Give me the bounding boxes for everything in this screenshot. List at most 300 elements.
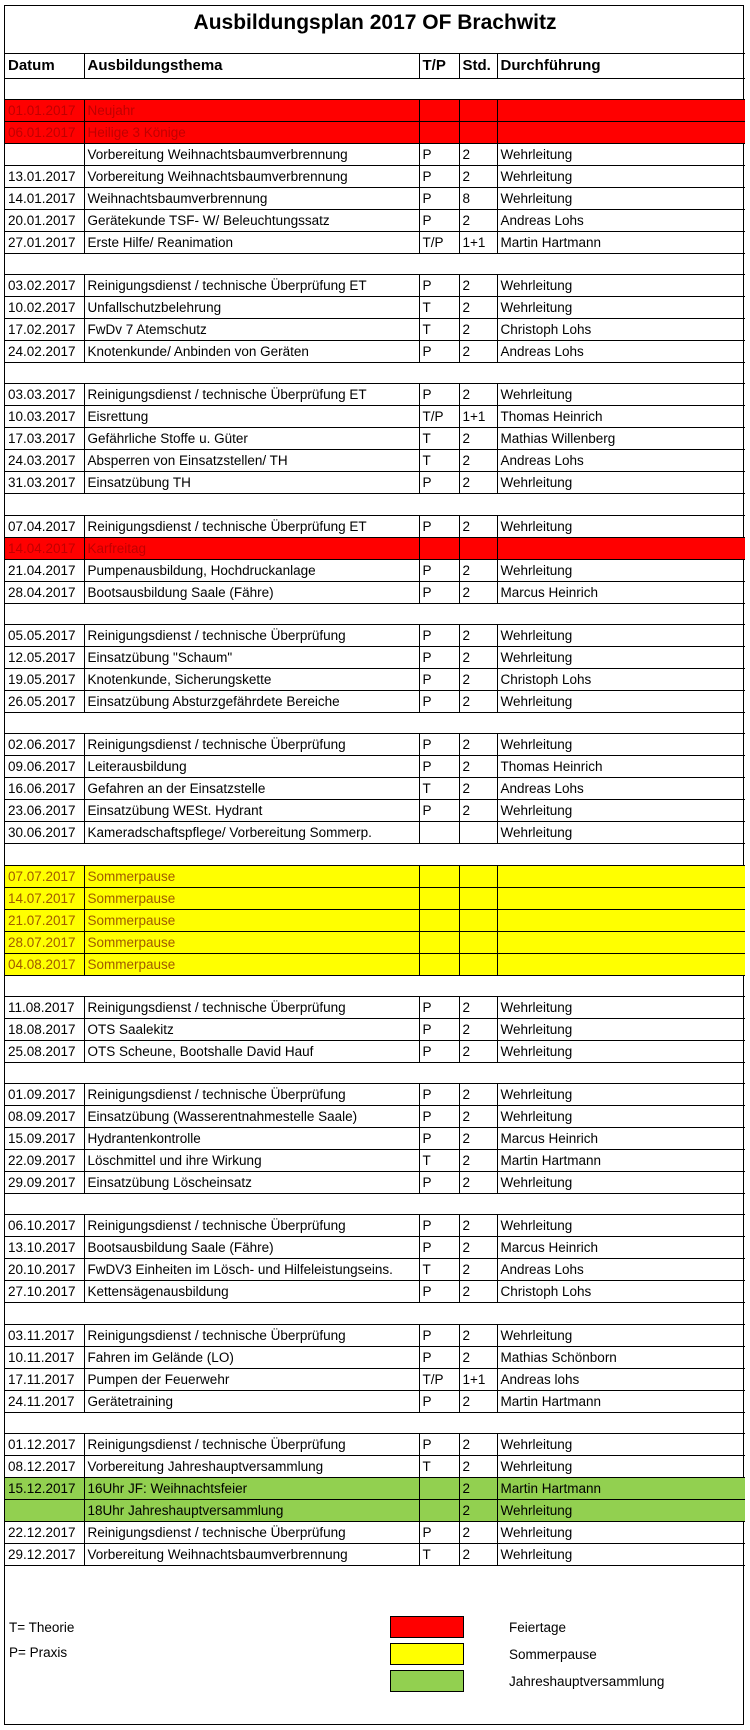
column-header-topic: Ausbildungsthema bbox=[84, 54, 419, 78]
cell-hours: 2 bbox=[459, 319, 497, 341]
spacer-row bbox=[5, 494, 745, 515]
cell-hours: 2 bbox=[459, 1281, 497, 1303]
schedule-table bbox=[5, 54, 745, 1566]
spacer-cell bbox=[497, 1194, 745, 1215]
cell-date: 01.09.2017 bbox=[5, 1084, 84, 1106]
spacer-cell bbox=[419, 363, 459, 384]
cell-hours: 2 bbox=[459, 800, 497, 822]
cell-instructor: Thomas Heinrich bbox=[497, 406, 745, 428]
cell-type: P bbox=[419, 472, 459, 494]
cell-hours: 2 bbox=[459, 690, 497, 712]
cell-type: P bbox=[419, 187, 459, 209]
cell-type: P bbox=[419, 668, 459, 690]
cell-instructor bbox=[497, 887, 745, 909]
cell-date: 03.02.2017 bbox=[5, 275, 84, 297]
cell-hours: 2 bbox=[459, 1259, 497, 1281]
table-row bbox=[5, 887, 745, 909]
cell-topic: Vorbereitung Weihnachtsbaumverbrennung bbox=[84, 143, 419, 165]
cell-hours bbox=[459, 931, 497, 953]
spacer-cell bbox=[497, 253, 745, 274]
cell-instructor: Wehrleitung bbox=[497, 1324, 745, 1346]
spacer-cell bbox=[459, 1303, 497, 1324]
cell-topic: Kameradschaftspflege/ Vorbereitung Sommerp. bbox=[84, 822, 419, 844]
cell-topic: Reinigungsdienst / technische Überprüfung bbox=[84, 1434, 419, 1456]
cell-hours bbox=[459, 121, 497, 143]
cell-date: 05.05.2017 bbox=[5, 624, 84, 646]
cell-type: P bbox=[419, 624, 459, 646]
cell-instructor: Martin Hartmann bbox=[497, 1390, 745, 1412]
legend-swatch-jahreshauptversammlung bbox=[390, 1670, 464, 1692]
cell-instructor bbox=[497, 121, 745, 143]
cell-date: 10.11.2017 bbox=[5, 1346, 84, 1368]
cell-topic: Reinigungsdienst / technische Überprüfung ET bbox=[84, 515, 419, 537]
cell-date: 06.01.2017 bbox=[5, 121, 84, 143]
cell-topic: Reinigungsdienst / technische Überprüfung bbox=[84, 1522, 419, 1544]
cell-type: T bbox=[419, 1456, 459, 1478]
cell-date: 28.07.2017 bbox=[5, 931, 84, 953]
cell-instructor: Marcus Heinrich bbox=[497, 581, 745, 603]
cell-type bbox=[419, 865, 459, 887]
cell-type: P bbox=[419, 143, 459, 165]
spacer-cell bbox=[459, 1412, 497, 1433]
cell-date: 24.02.2017 bbox=[5, 341, 84, 363]
cell-topic: Leiterausbildung bbox=[84, 756, 419, 778]
cell-type: P bbox=[419, 1324, 459, 1346]
spacer-cell bbox=[459, 1194, 497, 1215]
cell-topic: Einsatzübung Löscheinsatz bbox=[84, 1172, 419, 1194]
spacer-cell bbox=[419, 253, 459, 274]
table-row bbox=[5, 1500, 745, 1522]
cell-date: 01.01.2017 bbox=[5, 99, 84, 121]
cell-date: 03.11.2017 bbox=[5, 1324, 84, 1346]
cell-instructor: Wehrleitung bbox=[497, 297, 745, 319]
spacer-cell bbox=[5, 363, 84, 384]
table-row bbox=[5, 209, 745, 231]
cell-topic: OTS Scheune, Bootshalle David Hauf bbox=[84, 1040, 419, 1062]
cell-type: P bbox=[419, 559, 459, 581]
spacer-row bbox=[5, 603, 745, 624]
cell-hours: 2 bbox=[459, 1522, 497, 1544]
cell-instructor: Wehrleitung bbox=[497, 187, 745, 209]
cell-instructor bbox=[497, 931, 745, 953]
cell-hours: 2 bbox=[459, 646, 497, 668]
spacer-cell bbox=[5, 844, 84, 865]
cell-hours: 2 bbox=[459, 1215, 497, 1237]
cell-topic: Neujahr bbox=[84, 99, 419, 121]
spacer-cell bbox=[497, 363, 745, 384]
cell-type: T bbox=[419, 1259, 459, 1281]
cell-topic: Einsatzübung WESt. Hydrant bbox=[84, 800, 419, 822]
table-row bbox=[5, 1522, 745, 1544]
cell-instructor bbox=[497, 537, 745, 559]
schedule-table-body bbox=[5, 54, 745, 1566]
cell-date: 04.08.2017 bbox=[5, 953, 84, 975]
table-row bbox=[5, 624, 745, 646]
cell-type bbox=[419, 887, 459, 909]
cell-hours: 2 bbox=[459, 384, 497, 406]
cell-type: P bbox=[419, 1215, 459, 1237]
cell-type: P bbox=[419, 1390, 459, 1412]
cell-hours: 2 bbox=[459, 1500, 497, 1522]
column-header-instructor: Durchführung bbox=[497, 54, 745, 78]
table-row bbox=[5, 1084, 745, 1106]
cell-date: 11.08.2017 bbox=[5, 996, 84, 1018]
cell-hours: 2 bbox=[459, 1346, 497, 1368]
table-row bbox=[5, 450, 745, 472]
cell-instructor: Wehrleitung bbox=[497, 624, 745, 646]
spacer-cell bbox=[459, 844, 497, 865]
cell-date bbox=[5, 1500, 84, 1522]
table-row bbox=[5, 1150, 745, 1172]
cell-type: T bbox=[419, 297, 459, 319]
cell-instructor: Wehrleitung bbox=[497, 472, 745, 494]
table-row bbox=[5, 1215, 745, 1237]
cell-instructor: Mathias Willenberg bbox=[497, 428, 745, 450]
cell-date: 01.12.2017 bbox=[5, 1434, 84, 1456]
spacer-cell bbox=[497, 975, 745, 996]
table-row bbox=[5, 1172, 745, 1194]
legend-swatch-sommerpause bbox=[390, 1643, 464, 1665]
spacer-cell bbox=[497, 1412, 745, 1433]
table-row bbox=[5, 581, 745, 603]
cell-instructor: Christoph Lohs bbox=[497, 668, 745, 690]
cell-type: P bbox=[419, 756, 459, 778]
table-row bbox=[5, 384, 745, 406]
cell-date: 15.09.2017 bbox=[5, 1128, 84, 1150]
cell-hours: 2 bbox=[459, 581, 497, 603]
cell-instructor: Andreas Lohs bbox=[497, 778, 745, 800]
cell-instructor bbox=[497, 99, 745, 121]
cell-hours: 2 bbox=[459, 209, 497, 231]
cell-type: P bbox=[419, 384, 459, 406]
spacer-cell bbox=[5, 1062, 84, 1083]
spacer-cell bbox=[5, 78, 84, 99]
cell-type: P bbox=[419, 1434, 459, 1456]
cell-hours bbox=[459, 953, 497, 975]
table-row bbox=[5, 1018, 745, 1040]
cell-topic: Einsatzübung Absturzgefährdete Bereiche bbox=[84, 690, 419, 712]
cell-hours: 2 bbox=[459, 297, 497, 319]
table-row bbox=[5, 690, 745, 712]
cell-instructor: Wehrleitung bbox=[497, 1040, 745, 1062]
page-title: Ausbildungsplan 2017 OF Brachwitz bbox=[5, 6, 745, 54]
cell-instructor: Wehrleitung bbox=[497, 646, 745, 668]
cell-topic: Fahren im Gelände (LO) bbox=[84, 1346, 419, 1368]
table-row bbox=[5, 297, 745, 319]
cell-topic: Reinigungsdienst / technische Überprüfung bbox=[84, 1324, 419, 1346]
spacer-cell bbox=[459, 1062, 497, 1083]
cell-date: 21.07.2017 bbox=[5, 909, 84, 931]
cell-type: T bbox=[419, 1150, 459, 1172]
cell-type: P bbox=[419, 1128, 459, 1150]
spacer-cell bbox=[497, 1303, 745, 1324]
table-row bbox=[5, 187, 745, 209]
column-header-type: T/P bbox=[419, 54, 459, 78]
cell-instructor bbox=[497, 909, 745, 931]
table-row bbox=[5, 865, 745, 887]
spacer-cell bbox=[84, 844, 419, 865]
spacer-row bbox=[5, 1062, 745, 1083]
table-row bbox=[5, 143, 745, 165]
spacer-cell bbox=[84, 1303, 419, 1324]
cell-topic: FwDV3 Einheiten im Lösch- und Hilfeleistungseins. bbox=[84, 1259, 419, 1281]
spacer-cell bbox=[419, 712, 459, 733]
cell-topic: Unfallschutzbelehrung bbox=[84, 297, 419, 319]
cell-type: P bbox=[419, 1237, 459, 1259]
cell-instructor: Christoph Lohs bbox=[497, 1281, 745, 1303]
spacer-cell bbox=[5, 1194, 84, 1215]
cell-topic: Einsatzübung "Schaum" bbox=[84, 646, 419, 668]
cell-topic: Vorbereitung Weihnachtsbaumverbrennung bbox=[84, 1544, 419, 1566]
column-header-hours: Std. bbox=[459, 54, 497, 78]
column-header-date: Datum bbox=[5, 54, 84, 78]
table-row bbox=[5, 909, 745, 931]
cell-instructor: Wehrleitung bbox=[497, 996, 745, 1018]
table-row bbox=[5, 1324, 745, 1346]
cell-date: 06.10.2017 bbox=[5, 1215, 84, 1237]
spacer-cell bbox=[419, 1412, 459, 1433]
cell-hours: 1+1 bbox=[459, 406, 497, 428]
table-row bbox=[5, 1237, 745, 1259]
cell-type: T/P bbox=[419, 231, 459, 253]
cell-date: 08.09.2017 bbox=[5, 1106, 84, 1128]
cell-topic: Reinigungsdienst / technische Überprüfung bbox=[84, 1215, 419, 1237]
cell-date: 30.06.2017 bbox=[5, 822, 84, 844]
cell-type: P bbox=[419, 341, 459, 363]
cell-date: 21.04.2017 bbox=[5, 559, 84, 581]
spacer-row bbox=[5, 1303, 745, 1324]
table-row bbox=[5, 1456, 745, 1478]
cell-hours: 2 bbox=[459, 1237, 497, 1259]
cell-date: 23.06.2017 bbox=[5, 800, 84, 822]
cell-type bbox=[419, 1500, 459, 1522]
cell-type bbox=[419, 822, 459, 844]
cell-hours: 2 bbox=[459, 559, 497, 581]
cell-date bbox=[5, 143, 84, 165]
cell-type bbox=[419, 1478, 459, 1500]
cell-type: P bbox=[419, 996, 459, 1018]
cell-topic: Weihnachtsbaumverbrennung bbox=[84, 187, 419, 209]
legend bbox=[5, 1614, 745, 1724]
cell-date: 26.05.2017 bbox=[5, 690, 84, 712]
cell-topic: Eisrettung bbox=[84, 406, 419, 428]
cell-date: 17.03.2017 bbox=[5, 428, 84, 450]
cell-hours: 2 bbox=[459, 668, 497, 690]
spacer-cell bbox=[497, 78, 745, 99]
cell-instructor: Wehrleitung bbox=[497, 1084, 745, 1106]
table-row bbox=[5, 734, 745, 756]
table-row bbox=[5, 778, 745, 800]
cell-type: T/P bbox=[419, 1368, 459, 1390]
table-row bbox=[5, 1346, 745, 1368]
spacer-row bbox=[5, 844, 745, 865]
spacer-cell bbox=[419, 494, 459, 515]
cell-type bbox=[419, 909, 459, 931]
cell-topic: Reinigungsdienst / technische Überprüfung ET bbox=[84, 275, 419, 297]
cell-instructor: Andreas Lohs bbox=[497, 341, 745, 363]
table-row bbox=[5, 1040, 745, 1062]
cell-date: 02.06.2017 bbox=[5, 734, 84, 756]
cell-date: 15.12.2017 bbox=[5, 1478, 84, 1500]
table-row bbox=[5, 1434, 745, 1456]
cell-date: 10.03.2017 bbox=[5, 406, 84, 428]
cell-hours bbox=[459, 99, 497, 121]
spacer-cell bbox=[5, 1412, 84, 1433]
table-row bbox=[5, 341, 745, 363]
cell-topic: Gerätekunde TSF- W/ Beleuchtungssatz bbox=[84, 209, 419, 231]
spacer-cell bbox=[497, 603, 745, 624]
cell-topic: Pumpen der Feuerwehr bbox=[84, 1368, 419, 1390]
cell-date: 27.01.2017 bbox=[5, 231, 84, 253]
spacer-row bbox=[5, 975, 745, 996]
spacer-row bbox=[5, 1194, 745, 1215]
cell-type: T bbox=[419, 428, 459, 450]
cell-topic: Einsatzübung TH bbox=[84, 472, 419, 494]
cell-topic: Sommerpause bbox=[84, 931, 419, 953]
cell-hours bbox=[459, 537, 497, 559]
spacer-row bbox=[5, 363, 745, 384]
cell-topic: Löschmittel und ihre Wirkung bbox=[84, 1150, 419, 1172]
cell-instructor: Wehrleitung bbox=[497, 1172, 745, 1194]
legend-theorie: T= Theorie bbox=[9, 1620, 75, 1635]
spacer-cell bbox=[5, 1303, 84, 1324]
cell-type: P bbox=[419, 1084, 459, 1106]
cell-date: 14.01.2017 bbox=[5, 187, 84, 209]
cell-topic: Vorbereitung Weihnachtsbaumverbrennung bbox=[84, 165, 419, 187]
cell-hours: 2 bbox=[459, 778, 497, 800]
cell-hours: 8 bbox=[459, 187, 497, 209]
cell-topic: Sommerpause bbox=[84, 953, 419, 975]
table-row bbox=[5, 1106, 745, 1128]
cell-type: T bbox=[419, 319, 459, 341]
cell-topic: Absperren von Einsatzstellen/ TH bbox=[84, 450, 419, 472]
table-row bbox=[5, 1259, 745, 1281]
cell-hours: 2 bbox=[459, 1018, 497, 1040]
spacer-cell bbox=[497, 494, 745, 515]
cell-type bbox=[419, 99, 459, 121]
cell-hours bbox=[459, 822, 497, 844]
cell-date: 18.08.2017 bbox=[5, 1018, 84, 1040]
cell-instructor: Wehrleitung bbox=[497, 1434, 745, 1456]
cell-topic: Reinigungsdienst / technische Überprüfung ET bbox=[84, 384, 419, 406]
cell-instructor: Martin Hartmann bbox=[497, 1478, 745, 1500]
spacer-cell bbox=[419, 1194, 459, 1215]
cell-date: 13.01.2017 bbox=[5, 165, 84, 187]
cell-type: P bbox=[419, 1040, 459, 1062]
cell-instructor: Marcus Heinrich bbox=[497, 1128, 745, 1150]
spacer-row bbox=[5, 1412, 745, 1433]
table-row bbox=[5, 515, 745, 537]
cell-date: 19.05.2017 bbox=[5, 668, 84, 690]
cell-topic: Reinigungsdienst / technische Überprüfung bbox=[84, 1084, 419, 1106]
cell-instructor: Wehrleitung bbox=[497, 734, 745, 756]
cell-hours: 2 bbox=[459, 472, 497, 494]
cell-type: T bbox=[419, 1544, 459, 1566]
table-row bbox=[5, 121, 745, 143]
cell-topic: Heilige 3 Könige bbox=[84, 121, 419, 143]
cell-date: 17.11.2017 bbox=[5, 1368, 84, 1390]
cell-topic: Bootsausbildung Saale (Fähre) bbox=[84, 581, 419, 603]
spacer-cell bbox=[497, 1062, 745, 1083]
cell-hours: 2 bbox=[459, 515, 497, 537]
cell-instructor: Mathias Schönborn bbox=[497, 1346, 745, 1368]
cell-hours: 2 bbox=[459, 996, 497, 1018]
cell-topic: Sommerpause bbox=[84, 865, 419, 887]
cell-date: 07.04.2017 bbox=[5, 515, 84, 537]
cell-instructor: Andreas Lohs bbox=[497, 1259, 745, 1281]
cell-topic: Kettensägenausbildung bbox=[84, 1281, 419, 1303]
table-row bbox=[5, 931, 745, 953]
cell-hours: 2 bbox=[459, 1172, 497, 1194]
table-row bbox=[5, 472, 745, 494]
cell-date: 14.04.2017 bbox=[5, 537, 84, 559]
cell-date: 22.09.2017 bbox=[5, 1150, 84, 1172]
legend-praxis: P= Praxis bbox=[9, 1645, 68, 1660]
spacer-cell bbox=[459, 712, 497, 733]
cell-topic: Reinigungsdienst / technische Überprüfung bbox=[84, 734, 419, 756]
cell-instructor: Wehrleitung bbox=[497, 822, 745, 844]
cell-hours: 2 bbox=[459, 275, 497, 297]
cell-instructor: Wehrleitung bbox=[497, 165, 745, 187]
cell-hours: 2 bbox=[459, 1084, 497, 1106]
cell-date: 29.09.2017 bbox=[5, 1172, 84, 1194]
table-row bbox=[5, 231, 745, 253]
cell-topic: Karfreitag bbox=[84, 537, 419, 559]
cell-hours: 2 bbox=[459, 341, 497, 363]
table-row bbox=[5, 537, 745, 559]
cell-date: 25.08.2017 bbox=[5, 1040, 84, 1062]
cell-hours: 1+1 bbox=[459, 231, 497, 253]
cell-topic: Sommerpause bbox=[84, 887, 419, 909]
cell-hours bbox=[459, 887, 497, 909]
cell-date: 20.01.2017 bbox=[5, 209, 84, 231]
cell-instructor: Andreas lohs bbox=[497, 1368, 745, 1390]
cell-hours: 2 bbox=[459, 1434, 497, 1456]
cell-topic: Gefahren an der Einsatzstelle bbox=[84, 778, 419, 800]
cell-date: 24.03.2017 bbox=[5, 450, 84, 472]
spacer-row bbox=[5, 712, 745, 733]
spacer-cell bbox=[84, 1062, 419, 1083]
cell-type: P bbox=[419, 646, 459, 668]
spacer-cell bbox=[84, 975, 419, 996]
cell-date: 13.10.2017 bbox=[5, 1237, 84, 1259]
table-row bbox=[5, 756, 745, 778]
spacer-row bbox=[5, 253, 745, 274]
spacer-cell bbox=[459, 78, 497, 99]
cell-instructor: Wehrleitung bbox=[497, 1522, 745, 1544]
cell-instructor: Wehrleitung bbox=[497, 515, 745, 537]
cell-hours: 2 bbox=[459, 1456, 497, 1478]
cell-type: T bbox=[419, 778, 459, 800]
cell-topic: FwDv 7 Atemschutz bbox=[84, 319, 419, 341]
cell-date: 08.12.2017 bbox=[5, 1456, 84, 1478]
cell-date: 24.11.2017 bbox=[5, 1390, 84, 1412]
cell-hours: 2 bbox=[459, 1324, 497, 1346]
cell-type: P bbox=[419, 515, 459, 537]
spacer-cell bbox=[419, 1303, 459, 1324]
table-header-row bbox=[5, 54, 745, 78]
cell-type: P bbox=[419, 1018, 459, 1040]
table-row bbox=[5, 99, 745, 121]
spacer-cell bbox=[497, 712, 745, 733]
table-row bbox=[5, 406, 745, 428]
spacer-cell bbox=[419, 844, 459, 865]
spacer-cell bbox=[459, 363, 497, 384]
cell-instructor: Andreas Lohs bbox=[497, 209, 745, 231]
spacer-cell bbox=[419, 1062, 459, 1083]
spacer-cell bbox=[419, 78, 459, 99]
cell-hours: 2 bbox=[459, 1544, 497, 1566]
